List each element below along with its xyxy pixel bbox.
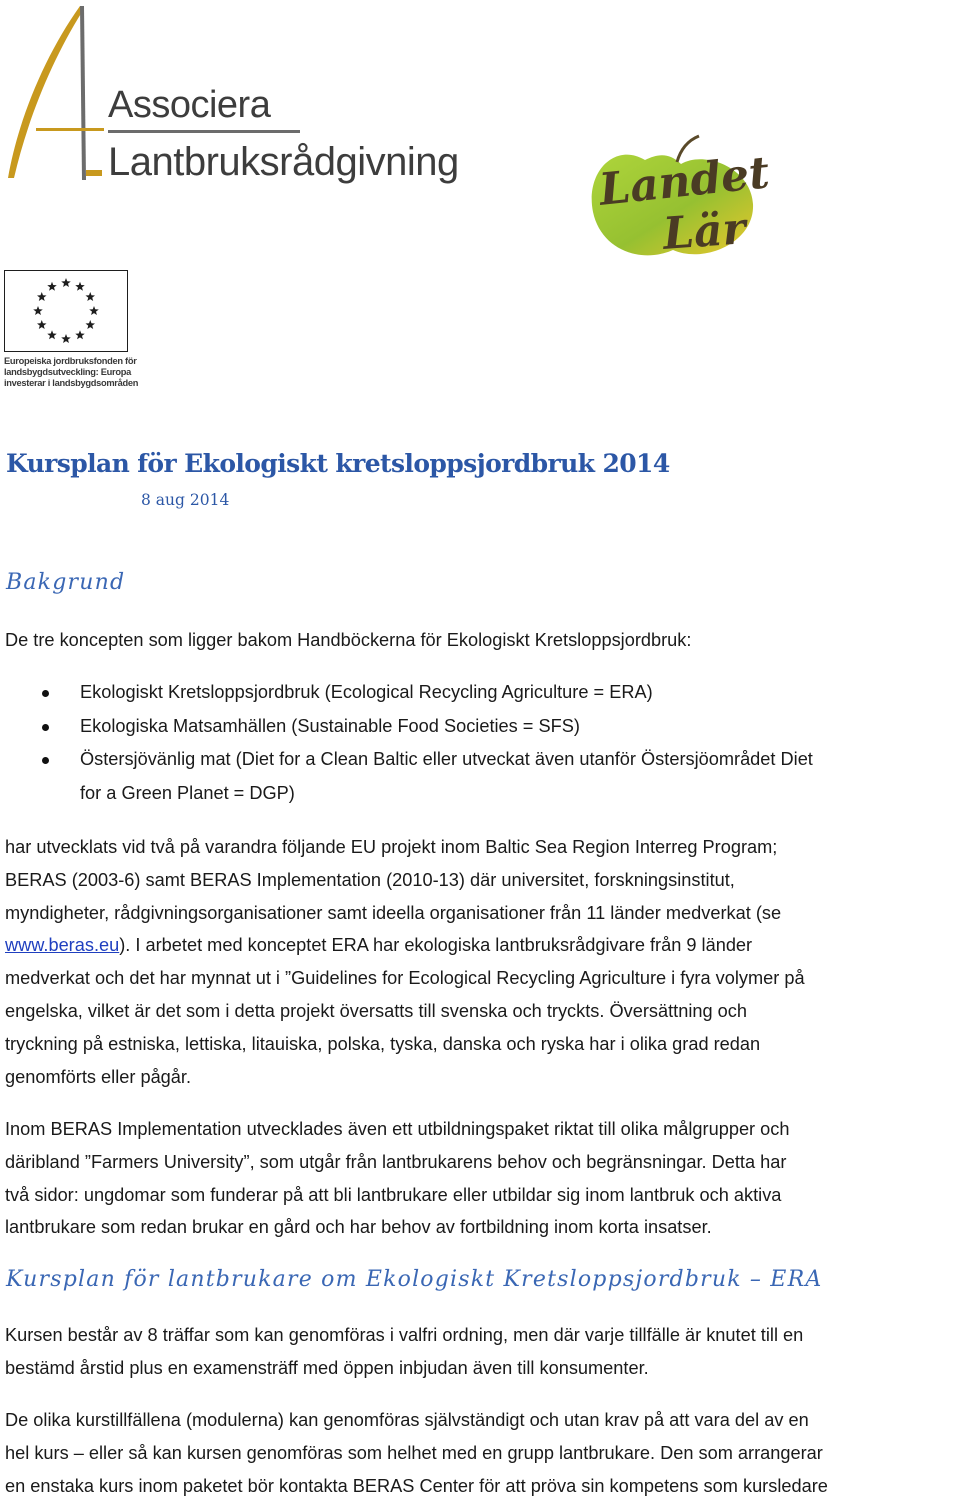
paragraph-line: BERAS (2003-6) samt BERAS Implementation (2010-13) där universitet, forskningsinstitut, [5, 869, 735, 890]
paragraph-line: tryckning på estniska, lettiska, litauiska, polska, tyska, danska och ryska har i olika grad redan [5, 1033, 761, 1054]
eu-star-icon [85, 320, 95, 329]
document-title: Kursplan för Ekologiskt kretsloppsjordbruk 2014 [6, 449, 670, 478]
paragraph-line: De olika kurstillfällena (modulerna) kan genomföras självständigt och utan krav på att vara del av en [5, 1410, 809, 1430]
eu-caption-line: Europeiska jordbruksfonden för [4, 356, 137, 366]
body-paragraph-4 [5, 1404, 957, 1502]
paragraph-line: däribland ”Farmers University”, som utgår från lantbrukarens behov och begränsningar. Detta har [5, 1151, 787, 1172]
list-item-text: for a Green Planet = DGP) [80, 782, 295, 803]
paragraph-line: en enstaka kurs inom paketet bör kontakta BERAS Center för att pröva sin kompetens som kursledare [5, 1475, 828, 1496]
eu-flag [4, 270, 128, 352]
paragraph-line: Kursen består av 8 träffar som kan genomföras i valfri ordning, men där varje tillfälle är knutet till en [5, 1325, 804, 1345]
paragraph-line: Inom BERAS Implementation utvecklades även ett utbildningspaket riktat till olika målgrupper och [5, 1119, 790, 1139]
paragraph-line: hel kurs – eller så kan kursen genomföras som helhet med en grupp lantbrukare. Den som arrangerar [5, 1442, 823, 1463]
eu-stars-icon [5, 271, 127, 351]
associera-wordmark-line1: Associera [108, 84, 271, 126]
landet-wordmark: Landet [596, 147, 772, 216]
bullet-icon [42, 690, 49, 697]
paragraph-line: De tre koncepten som ligger bakom Handböckerna för Ekologiskt Kretsloppsjordbruk: [5, 630, 692, 650]
list-item-text: Ekologiska Matsamhällen (Sustainable Food Societies = SFS) [80, 715, 580, 736]
eu-star-icon [37, 292, 47, 301]
associera-rule [108, 130, 300, 133]
body-paragraph-3 [5, 1319, 957, 1385]
paragraph-line: lantbrukare som redan brukar en gård och har behov av fortbildning inom korta insatser. [5, 1217, 712, 1238]
eu-star-icon [47, 282, 57, 291]
eu-star-icon [61, 334, 71, 343]
lar-wordmark: Lär [661, 203, 748, 260]
paragraph-line-with-link [5, 929, 957, 962]
list-item [0, 743, 960, 810]
eu-star-icon [85, 292, 95, 301]
list-item [0, 710, 960, 744]
associera-logo [0, 0, 459, 200]
bullet-icon [42, 757, 49, 764]
paragraph-text: ). I arbetet med konceptet ERA har ekologiska lantbruksrådgivare från 9 länder [119, 935, 753, 956]
eu-star-icon [37, 320, 47, 329]
associera-wordmark-line2: Lantbruksrådgivning [108, 140, 459, 184]
list-item-text: Östersjövänlig mat (Diet for a Clean Baltic eller utveckat även utanför Östersjöområdet Diet [80, 749, 813, 770]
list-item-text: Ekologiskt Kretsloppsjordbruk (Ecological Recycling Agriculture = ERA) [80, 682, 653, 702]
intro-paragraph [5, 624, 957, 657]
paragraph-line: genomförts eller pågår. [5, 1066, 192, 1087]
eu-star-icon [33, 306, 43, 315]
associera-mark-icon [0, 0, 120, 200]
paragraph-line: har utvecklats vid två på varandra följande EU projekt inom Baltic Sea Region Interreg Program; [5, 837, 778, 857]
bullet-icon [42, 724, 49, 731]
body-paragraph-2 [5, 1113, 957, 1244]
eu-star-icon [61, 278, 71, 287]
eu-caption [4, 356, 139, 389]
beras-link[interactable]: www.beras.eu [5, 935, 120, 956]
paragraph-line: myndigheter, rådgivningsorganisationer samt ideella organisationer från 11 länder medverkat (se [5, 902, 782, 923]
paragraph-line: medverkat och det har mynnat ut i ”Guidelines for Ecological Recycling Agriculture i fyra volymer på [5, 968, 805, 989]
list-item [0, 676, 960, 710]
section-heading-kursplan: Kursplan för lantbrukare om Ekologiskt Kretsloppsjordbruk – ERA [6, 1267, 823, 1292]
eu-caption-line: investerar i landsbygdsområden [4, 378, 139, 388]
paragraph-line: bestämd årstid plus en examensträff med öppen inbjudan även till konsumenter. [5, 1357, 649, 1378]
section-heading-bakgrund: Bakgrund [6, 570, 126, 595]
paragraph-line: engelska, vilket är det som i detta projekt översatts till svenska och tryckts. Översättning och [5, 1000, 747, 1021]
body-paragraph-1 [5, 831, 957, 1093]
eu-caption-line: landsbygdsutveckling: Europa [4, 367, 131, 377]
eu-star-icon [89, 306, 99, 315]
landet-lar-logo [585, 132, 775, 267]
eu-star-icon [75, 282, 85, 291]
concept-list [0, 676, 960, 810]
eu-star-icon [75, 330, 85, 339]
eu-logo [4, 270, 139, 394]
eu-star-icon [47, 330, 57, 339]
document-date: 8 aug 2014 [141, 491, 230, 509]
paragraph-line: två sidor: ungdomar som funderar på att bli lantbrukare eller utbildar sig inom lantbruk och aktiva [5, 1184, 782, 1205]
